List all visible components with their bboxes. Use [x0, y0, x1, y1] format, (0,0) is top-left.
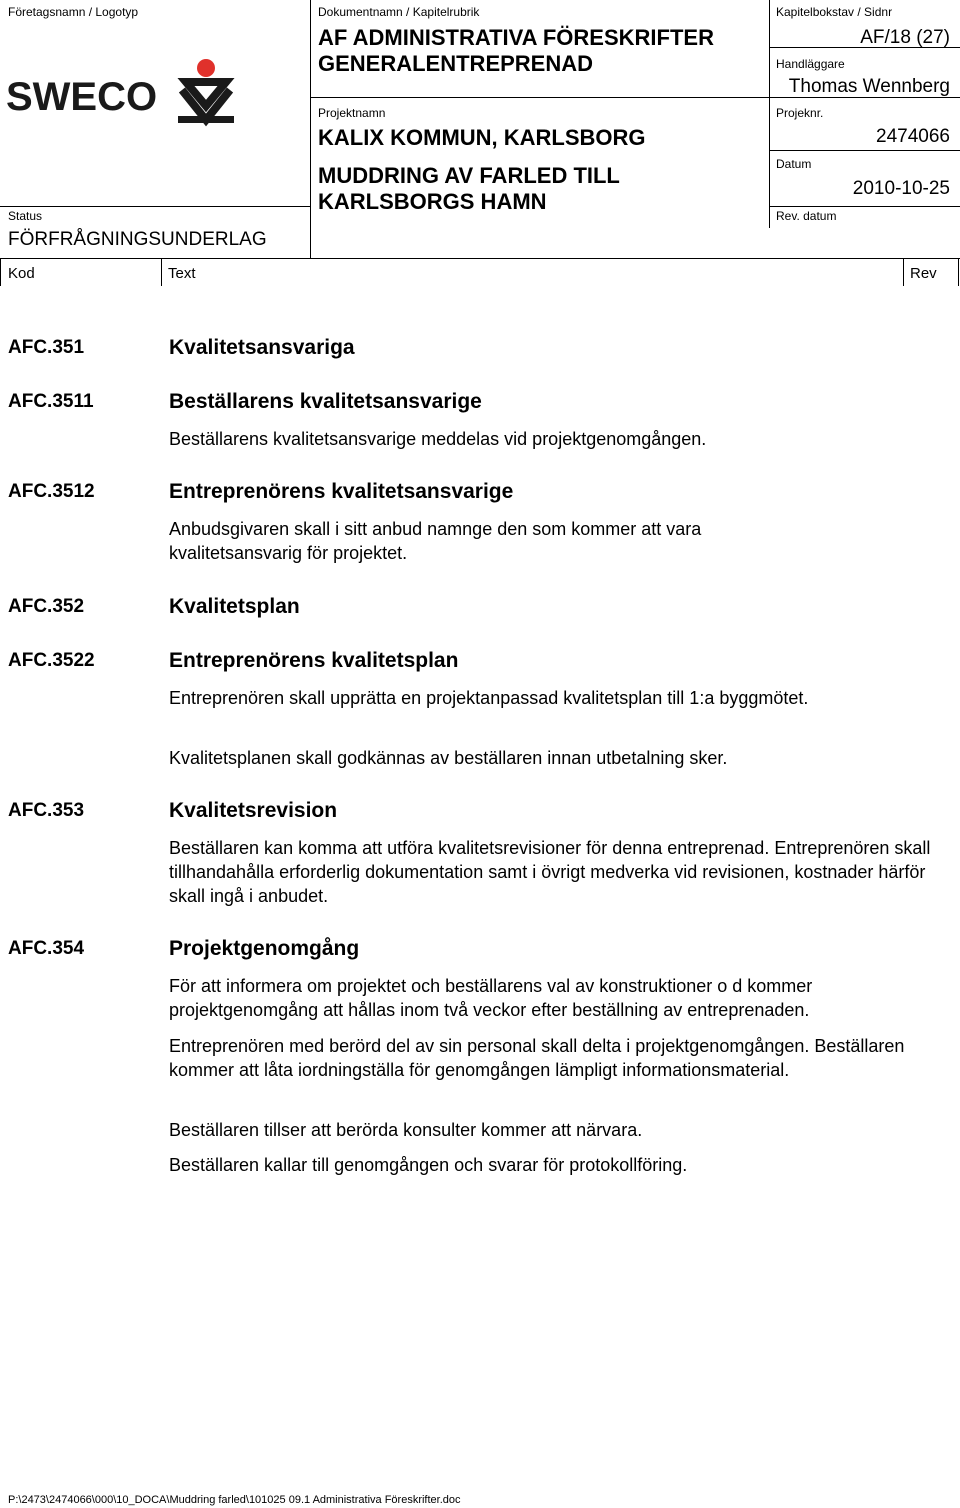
paragraph-354-1: För att informera om projektet och beställarens val av konstruktioner o d kommer projektgenomgång att hållas inom två veckor efter beställning av entreprenaden. [169, 976, 813, 1020]
handler-value: Thomas Wennberg [788, 76, 950, 97]
col-kod: Kod [8, 265, 35, 282]
chapter-label: Kapitelbokstav / Sidnr [776, 5, 893, 19]
col-rev: Rev [910, 265, 937, 282]
project-line3: KARLSBORGS HAMN [318, 189, 547, 214]
projnr-label: Projeknr. [776, 106, 824, 120]
paragraph-354-2: Entreprenören med berörd del av sin personal skall delta i projektgenomgången. Beställaren kommer att låta iordningställa för genomgången lämpligt informationsmaterial. [169, 1036, 905, 1080]
section-title-353: Kvalitetsrevision [169, 799, 338, 822]
section-code-353: AFC.353 [8, 800, 85, 821]
section-code-352: AFC.352 [8, 596, 85, 617]
chapter-value: AF/18 (27) [860, 27, 950, 48]
footer-file-path: P:\2473\2474066\000\10_DOCA\Muddring farled\101025 09.1 Administrativa Föreskrifter.doc [8, 1494, 461, 1506]
paragraph-3512: Anbudsgivaren skall i sitt anbud namnge den som kommer att vara kvalitetsansvarig för projektet. [169, 519, 702, 563]
paragraph-3522-1: Entreprenören skall upprätta en projektanpassad kvalitetsplan till 1:a byggmötet. [169, 688, 809, 708]
project-line1: KALIX KOMMUN, KARLSBORG [318, 125, 646, 150]
section-title-354: Projektgenomgång [169, 937, 360, 960]
company-label: Företagsnamn / Logotyp [8, 5, 139, 19]
logo-wordmark: SWECO [6, 75, 158, 119]
section-code-351: AFC.351 [8, 337, 85, 358]
status-value: FÖRFRÅGNINGSUNDERLAG [8, 229, 267, 250]
doc-label: Dokumentnamn / Kapitelrubrik [318, 5, 480, 19]
doc-title-line1: AF ADMINISTRATIVA FÖRESKRIFTER [318, 25, 714, 50]
paragraph-354-4: Beställaren kallar till genomgången och svarar för protokollföring. [169, 1155, 688, 1175]
section-code-354: AFC.354 [8, 938, 85, 959]
paragraph-3522-2: Kvalitetsplanen skall godkännas av beställaren innan utbetalning sker. [169, 748, 728, 768]
section-code-3522: AFC.3522 [8, 650, 95, 671]
project-label: Projektnamn [318, 106, 386, 120]
section-title-352: Kvalitetsplan [169, 595, 300, 618]
section-code-3511: AFC.3511 [8, 391, 94, 412]
project-line2: MUDDRING AV FARLED TILL [318, 163, 620, 188]
revdate-label: Rev. datum [776, 209, 837, 223]
section-title-3512: Entreprenörens kvalitetsansvarige [169, 480, 514, 503]
paragraph-354-3: Beställaren tillser att berörda konsulter kommer att närvara. [169, 1120, 643, 1140]
status-label: Status [8, 209, 43, 223]
paragraph-353: Beställaren kan komma att utföra kvalitetsrevisioner för denna entreprenad. Entreprenören skall tillhandahålla erforderlig dokumentation samt i övrigt medverka vid revisionen, kostnader härför skall ingå i anbudet. [169, 838, 931, 906]
section-title-3511: Beställarens kvalitetsansvarige [169, 390, 482, 413]
section-title-3522: Entreprenörens kvalitetsplan [169, 649, 459, 672]
handler-label: Handläggare [776, 57, 845, 71]
section-code-3512: AFC.3512 [8, 481, 95, 502]
date-label: Datum [776, 157, 812, 171]
paragraph-3511: Beställarens kvalitetsansvarige meddelas vid projektgenomgången. [169, 429, 707, 449]
doc-title-line2: GENERALENTREPRENAD [318, 51, 594, 76]
sweco-logo [6, 56, 236, 133]
date-value: 2010-10-25 [852, 178, 950, 199]
section-title-351: Kvalitetsansvariga [169, 336, 355, 359]
col-text: Text [168, 265, 196, 282]
projnr-value: 2474066 [876, 126, 950, 147]
